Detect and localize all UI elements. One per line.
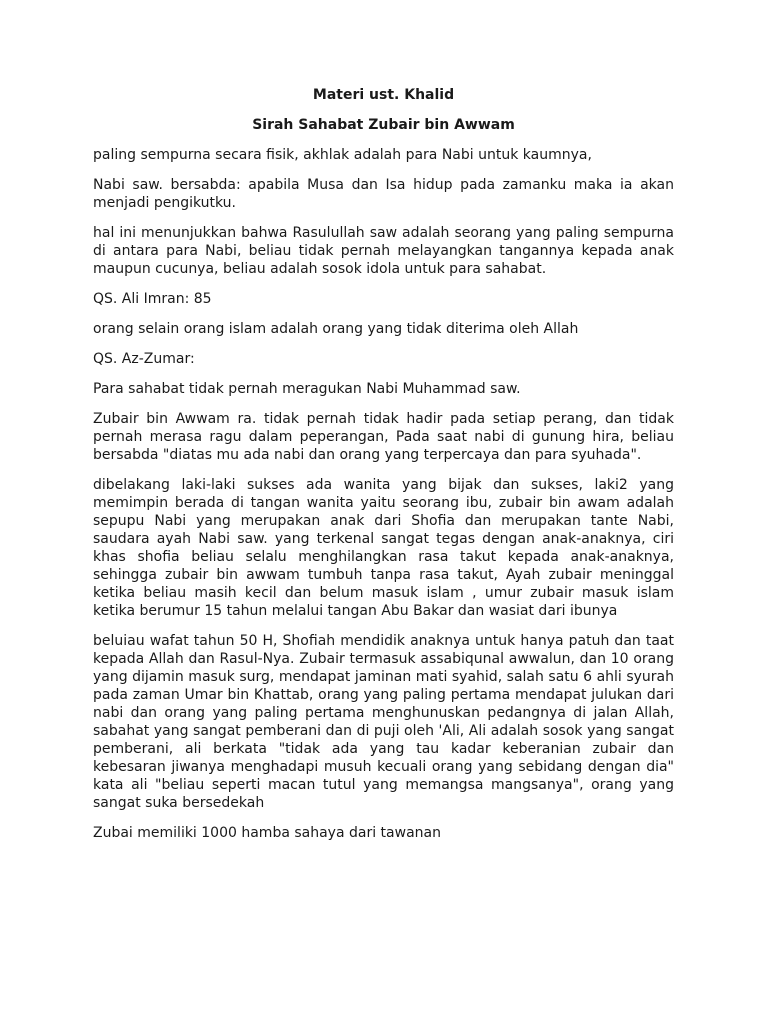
paragraph: QS. Ali Imran: 85 — [93, 291, 212, 307]
paragraph: QS. Az-Zumar: — [93, 351, 195, 367]
paragraph: orang selain orang islam adalah orang yang tidak diterima oleh Allah — [93, 321, 579, 337]
paragraph: Nabi saw. bersabda: apabila Musa dan Isa hidup pada zamanku maka ia akan menjadi pengikutku. — [93, 177, 674, 211]
document-subtitle: Sirah Sahabat Zubair bin Awwam — [252, 117, 515, 133]
paragraph: Zubai memiliki 1000 hamba sahaya dari tawanan — [93, 825, 441, 841]
document-title: Materi ust. Khalid — [312, 87, 455, 103]
document-body — [93, 86, 674, 854]
paragraph: Para sahabat tidak pernah meragukan Nabi Muhammad saw. — [93, 381, 521, 397]
paragraph: beluiau wafat tahun 50 H, Shofiah mendidik anaknya untuk hanya patuh dan taat kepada Allah dan Rasul-Nya. Zubair termasuk assabiqunal awwalun, dan 10 orang yang dijamin masuk surg, mendapat jaminan mati syahid, salah satu 6 ahli syurah pada zaman Umar bin Khattab, orang yang paling pertama mendapat julukan dari nabi dan orang yang paling pertama menghunuskan pedangnya di jalan Allah, sabahat yang sangat pemberani dan di puji oleh 'Ali, Ali adalah sosok yang sangat pemberani, ali berkata "tidak ada yang tau kadar keberanian zubair dan kebesaran jiwanya menghadapi musuh kecuali orang yang sebidang dengan dia" kata ali "beliau seperti macan tutul yang memangsa mangsanya", orang yang sangat suka bersedekah — [93, 633, 674, 811]
paragraph: dibelakang laki-laki sukses ada wanita yang bijak dan sukses, laki2 yang memimpin berada di tangan wanita yaitu seorang ibu, zubair bin awam adalah sepupu Nabi yang merupakan anak dari Shofia dan merupakan tante Nabi, saudara ayah Nabi saw. yang terkenal sangat tegas dengan anak-anaknya, ciri khas shofia beliau selalu menghilangkan rasa takut kepada anak-anaknya, sehingga zubair bin awwam tumbuh tanpa rasa takut, Ayah zubair meninggal ketika beliau masih kecil dan belum masuk islam , umur zubair masuk islam ketika berumur 15 tahun melalui tangan Abu Bakar dan wasiat dari ibunya — [93, 477, 674, 619]
paragraph: Zubair bin Awwam ra. tidak pernah tidak hadir pada setiap perang, dan tidak pernah merasa ragu dalam peperangan, Pada saat nabi di gunung hira, beliau bersabda "diatas mu ada nabi dan orang yang terpercaya dan para syuhada". — [93, 411, 674, 463]
paragraph: hal ini menunjukkan bahwa Rasulullah saw adalah seorang yang paling sempurna di antara para Nabi, beliau tidak pernah melayangkan tangannya kepada anak maupun cucunya, beliau adalah sosok idola untuk para sahabat. — [93, 225, 674, 277]
paragraph: paling sempurna secara fisik, akhlak adalah para Nabi untuk kaumnya, — [93, 147, 592, 163]
